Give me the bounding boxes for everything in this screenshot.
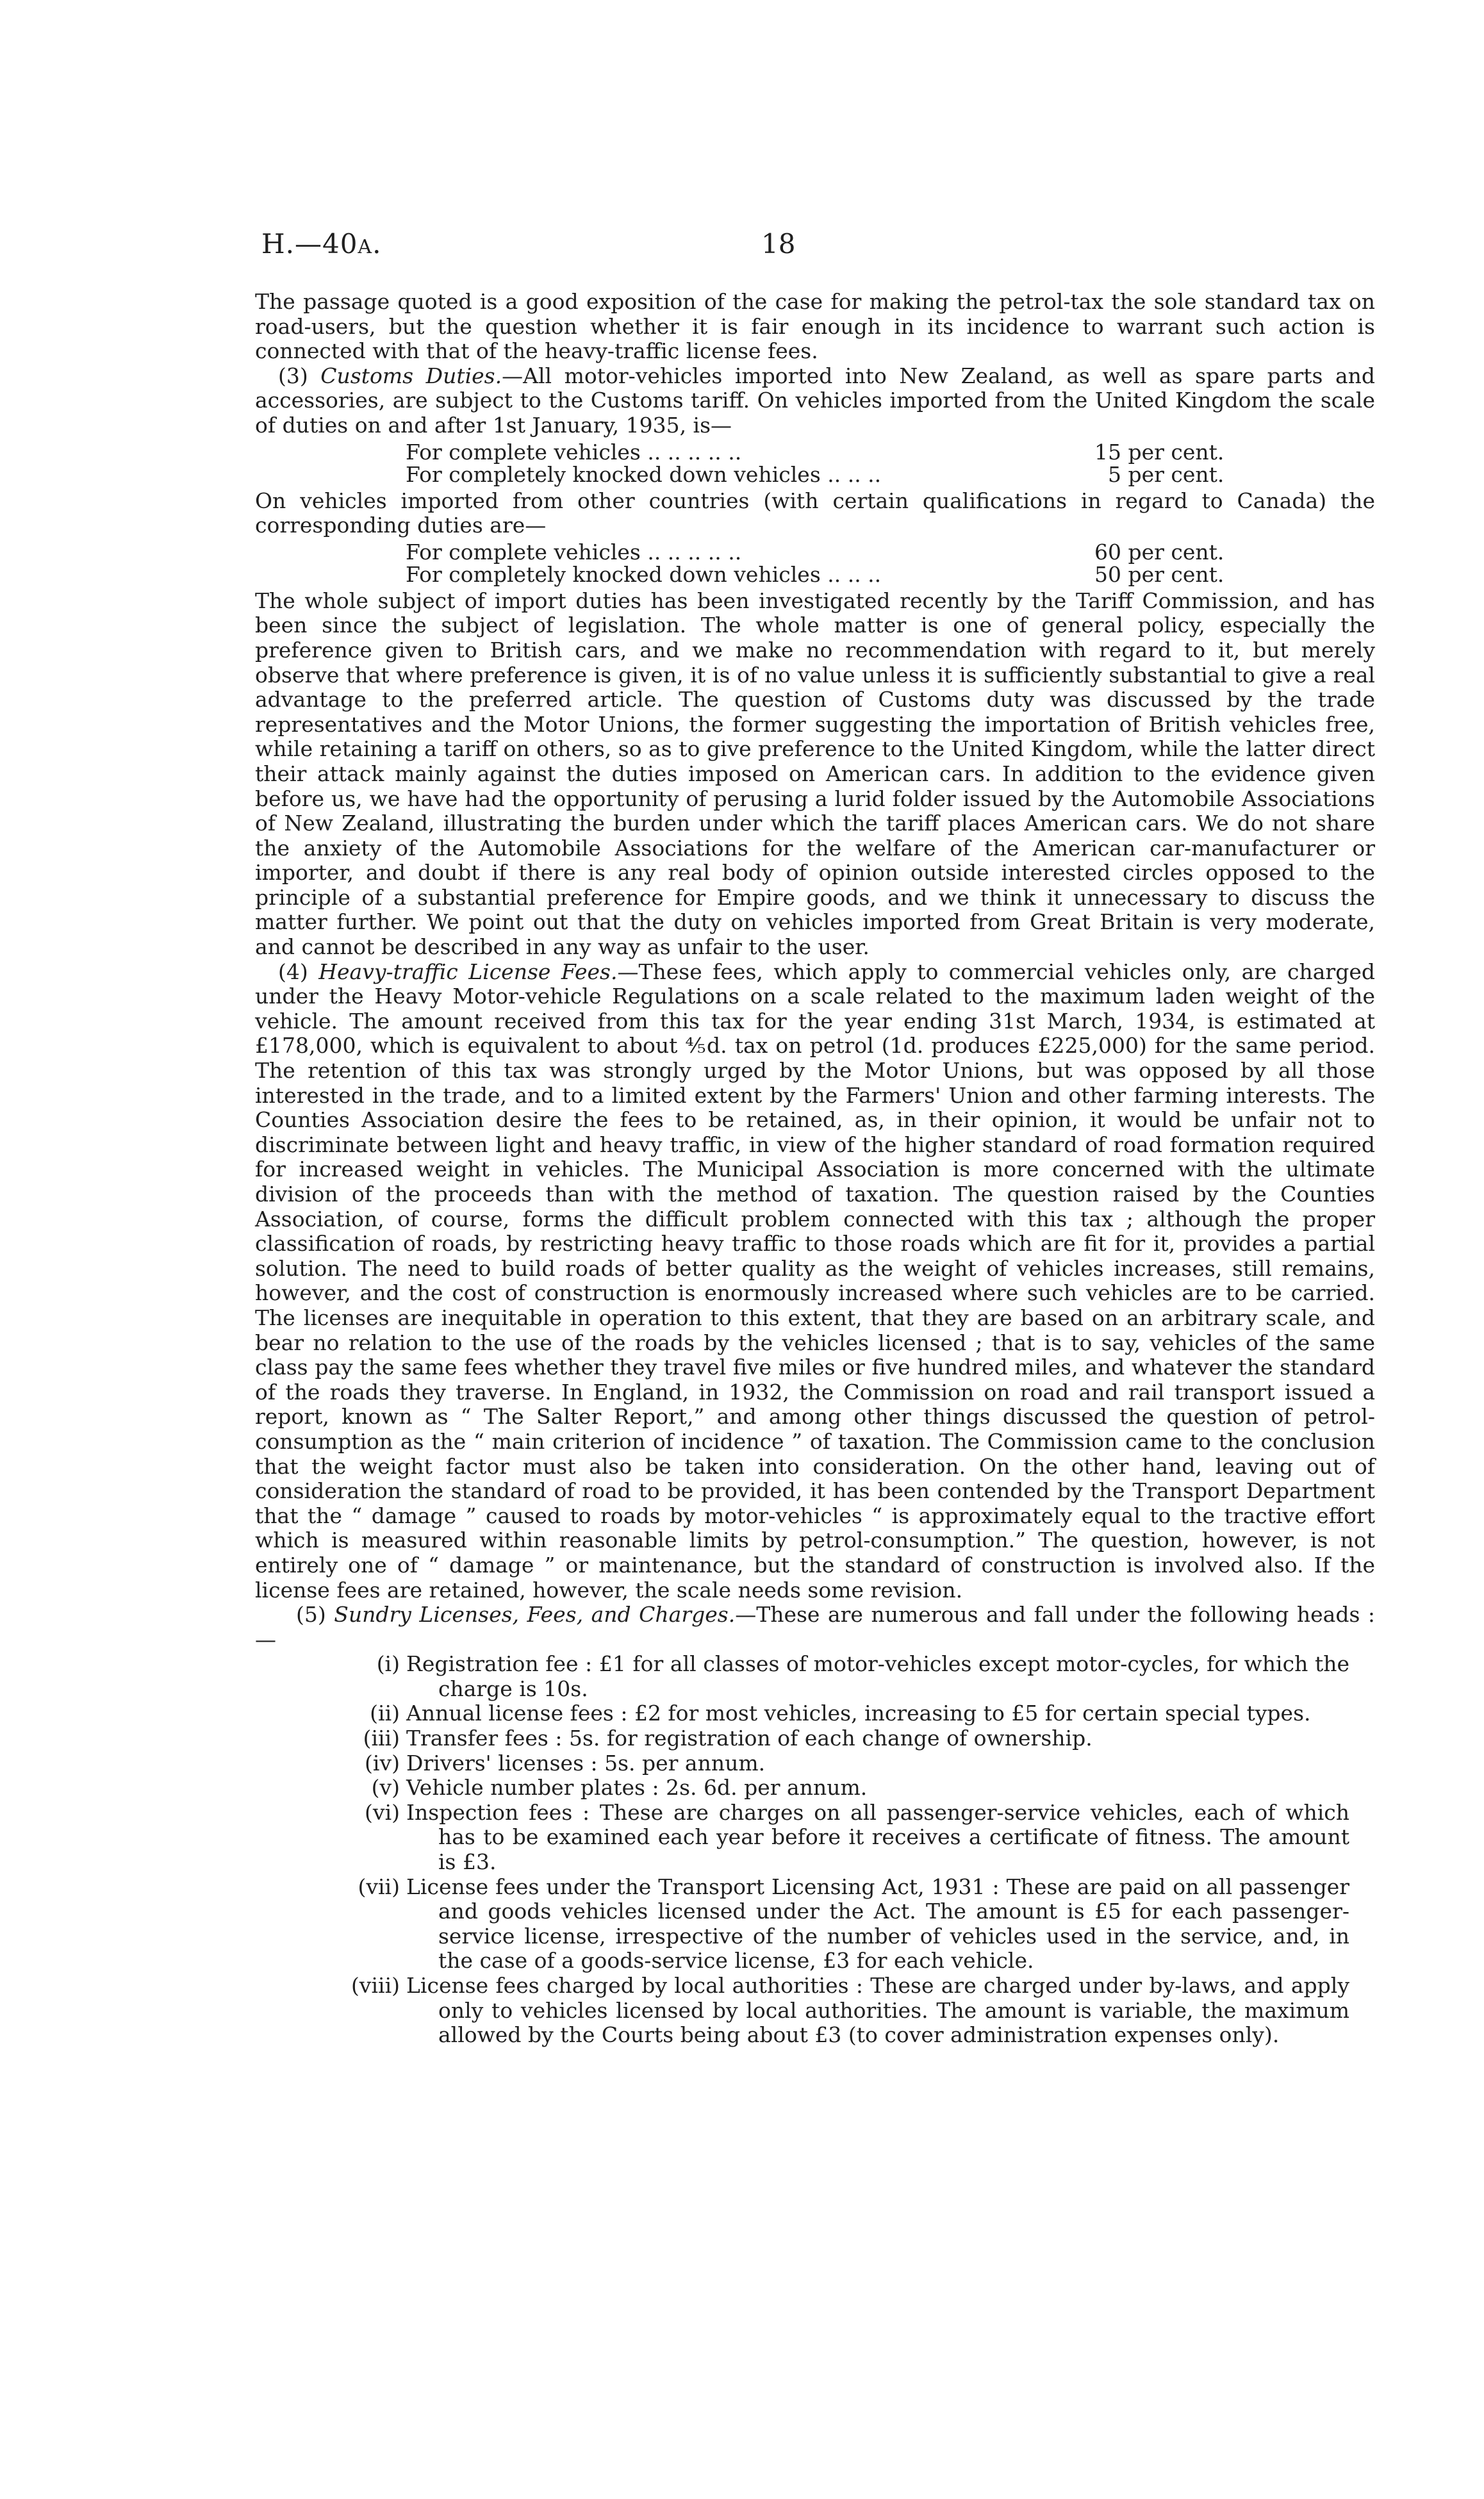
item-text: License fees charged by local authorities : These are charged under by-laws, and apply only to vehicles licensed by local authorities. The amount is variable, the maximum allowed by the Courts being about £3 (to cover administration expenses only). <box>406 1973 1349 2048</box>
uk-row-1-label: For complete vehicles .. .. .. .. .. <box>406 439 742 465</box>
customs-paragraph <box>255 364 1375 438</box>
item-number: (v) <box>371 1775 400 1801</box>
other-row-1-rate: 60 per cent. <box>1094 539 1224 565</box>
item-number: (vi) <box>365 1799 400 1825</box>
customs-heading: Customs Duties. <box>320 363 502 388</box>
report-code-main: H.—40 <box>261 228 358 260</box>
other-countries-paragraph: On vehicles imported from other countries (with certain qualifications in regard to Canada) the corresponding duties are— <box>255 488 1375 538</box>
report-code-period: . <box>372 228 382 260</box>
list-item <box>255 1776 1375 1801</box>
list-item <box>255 1875 1375 1974</box>
list-item <box>255 1652 1375 1701</box>
list-item <box>255 1801 1375 1875</box>
list-item <box>255 1974 1375 2048</box>
uk-row-2-label: For completely knocked down vehicles .. .. .. <box>406 462 882 488</box>
intro-paragraph: The passage quoted is a good exposition of the case for making the petrol-tax the sole standard tax on road-users, but the question whether it is fair enough in its incidence to warrant such action is connected with that of the heavy-traffic license fees. <box>255 289 1375 364</box>
item-number: (iii) <box>363 1726 400 1751</box>
item-number: (viii) <box>350 1973 400 1998</box>
body-text <box>255 290 1375 2048</box>
customs-text: —All motor-vehicles imported into New Zealand, as well as spare parts and accessories, are subject to the Customs tariff. On vehicles imported from the United Kingdom the scale of duties on and after 1st January, 1935, is— <box>255 363 1376 438</box>
item-text: Drivers' licenses : 5s. per annum. <box>406 1750 766 1776</box>
table-row <box>406 541 1224 564</box>
list-item <box>255 1701 1375 1726</box>
item-number: (i) <box>376 1651 400 1677</box>
item-text: License fees under the Transport Licensing Act, 1931 : These are paid on all passenger and goods vehicles licensed under the Act. The amount is £5 for each passenger-service license, irrespective of the number of vehicles used in the service, and, in the case of a goods-service license, £3 for each vehicle. <box>406 1874 1349 1974</box>
item-number: (ii) <box>370 1701 400 1726</box>
table-row <box>406 441 1224 464</box>
item-text: Transfer fees : 5s. for registration of each change of ownership. <box>406 1726 1092 1751</box>
heavy-heading: Heavy-traffic License Fees. <box>318 959 618 984</box>
heavy-number: (4) <box>278 959 319 984</box>
sundry-text: —These are numerous and fall under the following heads :— <box>255 1602 1376 1652</box>
item-text: Inspection fees : These are charges on all passenger-service vehicles, each of which has to be examined each year before it receives a certificate of fitness. The amount is £3. <box>406 1799 1349 1875</box>
item-number: (iv) <box>365 1750 400 1776</box>
heavy-text: —These fees, which apply to commercial vehicles only, are charged under the Heavy Motor-vehicle Regulations on a scale related to the maximum laden weight of the vehicle. The amount received from this tax for the year ending 31st March, 1934, is estimated at £178,000, which is equivalent to about ⅘d. tax on petrol (1d. produces £225,000) for the same period. The retention of this tax was strongly urged by the Motor Unions, but was opposed by all those interested in the trade, and to a limited extent by the Farmers' Union and other farming interests. The Counties Association desire the fees to be retained, as, in their opinion, it would be unfair not to discriminate between light and heavy traffic, in view of the higher standard of road formation required for increased weight in vehicles. The Municipal Association is more concerned with the ultimate division of the proceeds than with the method of taxation. The question raised by the Counties Association, of course, forms the difficult problem connected with this tax ; although the proper classification of roads, by restricting heavy traffic to those roads which are fit for it, provides a partial solution. The need to build roads of better quality as the weight of vehicles increases, still remains, however, and the cost of construction is enormously increased where such vehicles are to be carried. The licenses are inequitable in operation to this extent, that they are based on an arbitrary scale, and bear no relation to the use of the roads by the vehicles licensed ; that is to say, vehicles of the same class pay the same fees whether they travel five miles or five hundred miles, and whatever the standard of the roads they traverse. In England, in 1932, the Commission on road and rail transport issued a report, known as “ The Salter Report,” and among other things discussed the question of petrol-consumption as the “ main criterion of incidence ” of taxation. The Commission came to the conclusion that the weight factor must also be taken into consideration. On the other hand, leaving out of consideration the standard of road to be provided, it has been contended by the Transport Department that the “ damage ” caused to roads by motor-vehicles “ is approximately equal to the tractive effort which is measured within reasonable limits by petrol-consumption.” The question, however, is not entirely one of “ damage ” or maintenance, but the standard of construction is involved also. If the license fees are retained, however, the scale needs some revision. <box>255 959 1375 1603</box>
item-text: Registration fee : £1 for all classes of motor-vehicles except motor-cycles, for which the charge is 10s. <box>406 1651 1349 1701</box>
other-row-1-label: For complete vehicles .. .. .. .. .. <box>406 539 742 565</box>
uk-row-2-rate: 5 per cent. <box>1108 462 1224 488</box>
import-duties-paragraph: The whole subject of import duties has been investigated recently by the Tariff Commission, and has been since the subject of legislation. The whole matter is one of general policy, especially the preference given to British cars, and we make no recommendation with regard to it, but merely observe that where preference is given, it is of no value unless it is sufficiently substantial to give a real advantage to the preferred article. The question of Customs duty was discussed by the trade representatives and the Motor Unions, the former suggesting the importation of British vehicles free, while retaining a tariff on others, so as to give preference to the United Kingdom, while the latter direct their attack mainly against the duties imposed on American cars. In addition to the evidence given before us, we have had the opportunity of perusing a lurid folder issued by the Automobile Associations of New Zealand, illustrating the burden under which the tariff places American cars. We do not share the anxiety of the Automobile Associations for the welfare of the American car-manufacturer or importer, and doubt if there is any real body of opinion outside interested circles opposed to the principle of a substantial preference for Empire goods, and we think it unnecessary to discuss the matter further. We point out that the duty on vehicles imported from Great Britain is very moderate, and cannot be described in any way as unfair to the user. <box>255 588 1375 960</box>
report-code-suffix: A <box>358 236 373 258</box>
sundry-number: (5) <box>296 1602 334 1628</box>
other-duty-table <box>406 541 1224 586</box>
uk-duty-table <box>406 441 1224 486</box>
other-row-2-label: For completely knocked down vehicles .. .. .. <box>406 562 882 588</box>
table-row <box>406 563 1224 586</box>
customs-number: (3) <box>278 363 321 388</box>
sundry-heading: Sundry Licenses, Fees, and Charges. <box>334 1602 736 1628</box>
sundry-paragraph <box>255 1603 1375 1652</box>
table-row <box>406 463 1224 486</box>
page-number: 18 <box>761 228 796 260</box>
item-text: Annual license fees : £2 for most vehicles, increasing to £5 for certain special types. <box>406 1701 1311 1726</box>
item-number: (vii) <box>358 1874 400 1899</box>
heavy-traffic-paragraph <box>255 960 1375 1603</box>
fees-list <box>255 1652 1375 2048</box>
uk-row-1-rate: 15 per cent. <box>1094 439 1224 465</box>
item-text: Vehicle number plates : 2s. 6d. per annum. <box>406 1775 868 1801</box>
other-row-2-rate: 50 per cent. <box>1094 562 1224 588</box>
list-item <box>255 1726 1375 1751</box>
list-item <box>255 1751 1375 1776</box>
report-code <box>261 228 381 260</box>
